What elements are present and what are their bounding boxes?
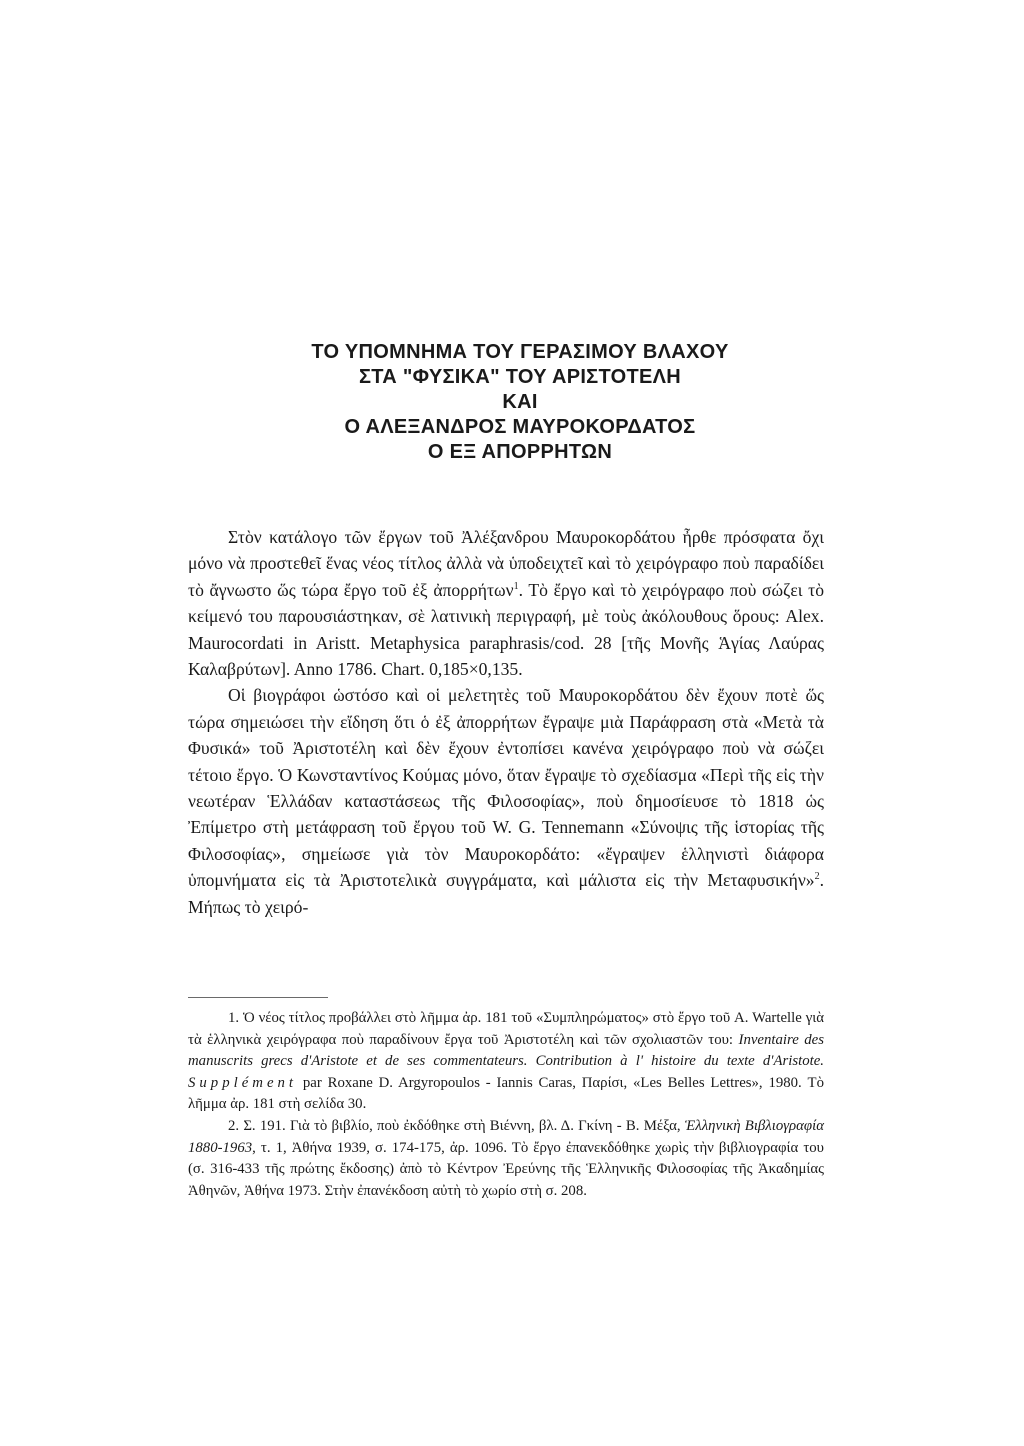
paragraph-2-text-a: Οἱ βιογράφοι ὡστόσο καὶ οἱ μελετητὲς τοῦ Μαυροκορδάτου δὲν ἔχουν ποτὲ ὥς τώρα σημειώσει τὴν εἴδηση ὅτι ὁ ἐξ ἀπορρήτων ἔγραψε μιὰ Παράφραση στὰ «Μετὰ τὰ Φυσικά» τοῦ Ἀριστοτέλη καὶ δὲν ἔχουν ἐντοπίσει κανένα χειρόγραφο ποὺ νὰ σώζει τέτοιο ἔργο. Ὁ Κωνσταντίνος Κούμας μόνο, ὅταν ἔγραψε τὸ σχεδίασμα «Περὶ τῆς εἰς τὴν νεωτέραν Ἑλλάδαν καταστάσεως τῆς Φιλοσοφίας», ποὺ δημοσίευσε τὸ 1818 ὡς Ἐπίμετρο στὴ μετάφραση τοῦ ἔργου τοῦ W. G. Tennemann «Σύνοψις τῆς ἱστορίας τῆς Φιλοσοφίας», σημείωσε γιὰ τὸν Μαυροκορδάτο: «ἔγραψεν ἑλληνιστὶ διάφορα ὑπομνήματα εἰς τὰ Ἀριστοτελικὰ συγγράματα, καὶ μάλιστα εἰς τὴν Μεταφυσικήν» (188, 685, 824, 891)
footnote-1-text-a: 1. Ὁ νέος τίτλος προβάλλει στὸ λῆμμα ἀρ. 181 τοῦ «Συμπληρώματος» στὸ ἔργο τοῦ A. Wartelle γιὰ τὰ ἑλληνικὰ χειρόγραφα ποὺ παραδίνουν ἔργα τοῦ Ἀριστοτέλη καὶ τῶν σχολιαστῶν του: (188, 1010, 824, 1048)
footnote-1-spaced-word: Supplément (188, 1074, 298, 1091)
paragraph-2-text-b: . Μήπως τὸ χειρό- (188, 870, 824, 917)
article-title (190, 340, 850, 465)
footnote-2-italic-title: Ἑλληνικὴ Βιβλιογραφία 1880-1963 (188, 1117, 824, 1156)
footnotes (188, 1008, 824, 1202)
paragraph-1-text-b: . Τὸ ἔργο καὶ τὸ χειρόγραφο ποὺ σώζει τὸ κείμενό του παρουσιάστηκαν, σὲ λατινικὴ περιγραφή, μὲ τοὺς ἀκόλουθους ὅρους: Alex. Maurocordati in Aristt. Metaphysica paraphrasis/cod. 28 [τῆς Μονῆς Ἁγίας Λαύρας Καλαβρύτων]. Anno 1786. Chart. 0,185×0,135. (188, 579, 824, 680)
title-line-3: ΚΑΙ (502, 391, 538, 413)
paragraph-2 (188, 682, 824, 920)
footnote-ref-1: 1 (513, 580, 519, 592)
footnote-2-text-b: , τ. 1, Ἀθήνα 1939, σ. 174-175, ἀρ. 1096. Τὸ ἔργο ἐπανεκδόθηκε χωρὶς τὴν βιβλιογραφία του (σ. 316-433 τῆς πρώτης ἔκδοσης) ἀπὸ τὸ Κέντρον Ἐρεύνης τῆς Ἑλληνικῆς Φιλοσοφίας τῆς Ἀκαδημίας Ἀθηνῶν, Ἀθήνα 1973. Στὴν ἐπανέκδοση αὐτὴ τὸ χωρίο στὴ σ. 208. (188, 1139, 824, 1199)
footnote-1-text-b: par Roxane D. Argyropoulos - Iannis Caras, Παρίσι, «Les Belles Lettres», 1980. Τὸ λῆμμα ἀρ. 181 στὴ σελίδα 30. (188, 1074, 824, 1113)
title-line-5: Ο ΕΞ ΑΠΟΡΡΗΤΩΝ (427, 441, 613, 463)
paragraph-1 (188, 524, 824, 682)
paragraph-1-text-a: Στὸν κατάλογο τῶν ἔργων τοῦ Ἀλέξανδρου Μαυροκορδάτου ἦρθε πρόσφατα ὄχι μόνο νὰ προστεθεῖ ἕνας νέος τίτλος ἀλλὰ νὰ ὑποδειχτεῖ καὶ τὸ χειρόγραφο ποὺ παραδίδει τὸ ἄγνωστο ὥς τώρα ἔργο τοῦ ἐξ ἀπορρήτων (188, 527, 824, 600)
title-line-1: ΤΟ ΥΠΟΜΝΗΜΑ ΤΟΥ ΓΕΡΑΣΙΜΟΥ ΒΛΑΧΟΥ (311, 341, 729, 363)
footnote-divider (188, 997, 328, 998)
body-text (188, 524, 824, 920)
footnote-2-text-a: 2. Σ. 191. Γιὰ τὸ βιβλίο, ποὺ ἐκδόθηκε στὴ Βιέννη, βλ. Δ. Γκίνη - Β. Μέξα, (228, 1117, 685, 1134)
footnote-1 (188, 1008, 824, 1116)
footnote-ref-2: 2 (814, 871, 820, 883)
footnote-1-italic-title: Inventaire des manuscrits grecs d'Aristote et de ses commentateurs. Contribution à l' histoire du texte d'Aristote. (188, 1031, 824, 1070)
footnote-2 (188, 1116, 824, 1202)
title-line-2: ΣΤΑ "ΦΥΣΙΚΑ" ΤΟΥ ΑΡΙΣΤΟΤΕΛΗ (358, 366, 682, 388)
title-line-4: Ο ΑΛΕΞΑΝΔΡΟΣ ΜΑΥΡΟΚΟΡΔΑΤΟΣ (344, 416, 696, 438)
